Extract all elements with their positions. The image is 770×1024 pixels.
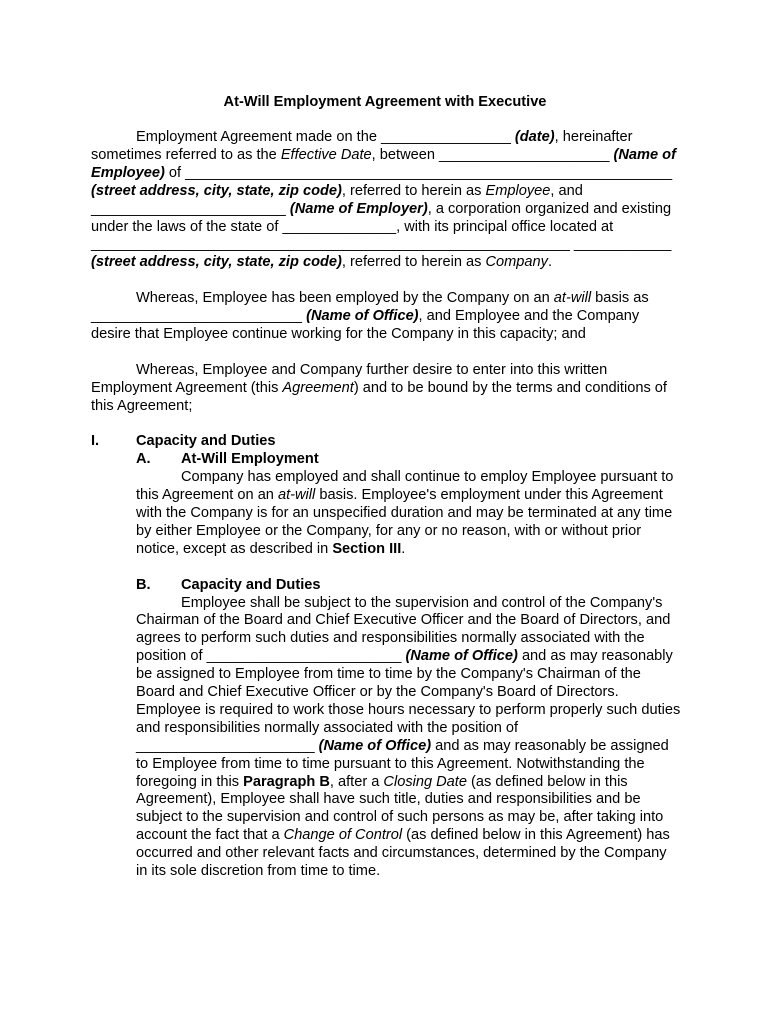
section-reference: Section III <box>332 540 402 557</box>
subsection-text: and as may reasonably be assigned to Employee from time to time pursuant to this Agreement. Notwithstanding the foregoing in this <box>136 737 669 790</box>
subsection-text: (as defined below in this Agreement), Employee shall have such title, duties and responsibilities and be subject to the supervision and control of such persons as may be, after taking into account the fact that a <box>136 773 664 844</box>
subsection-text: (as defined below in this Agreement) has occurred and other relevant facts and circumstances, determined by the Company in its sole discretion from time to time. <box>136 827 670 880</box>
company-term: Company <box>485 254 548 271</box>
employee-name-label: (Name of Employee) <box>91 146 676 181</box>
whereas-text: Whereas, Employee and Company further desire to enter into this written Employment Agreement (this <box>91 361 608 396</box>
section-number: I. <box>91 433 100 450</box>
at-will-term: at-will <box>277 487 316 504</box>
subsection-text: basis. Employee's employment under this Agreement with the Company is for an unspecified duration and may be terminated at any time by either Employee or the Company, for any or no reason, with or without prior notice, except as described in <box>136 487 673 557</box>
office-name-label: (Name of Office) <box>306 308 419 325</box>
subsection-text: and as may reasonably be assigned to Employee from time to time by the Company's Chairman of the Board and Chief Executive Officer or by the Company's Board of Directors. Employee is required to work those hours necessary to perform properly such duties and responsibilities normally associated with the position of ______________________ <box>136 648 681 754</box>
subsection-letter: A. <box>136 451 151 468</box>
whereas-text: basis as __________________________ <box>91 290 649 325</box>
employer-address-label: (street address, city, state, zip code) <box>91 254 342 271</box>
document-title: At-Will Employment Agreement with Executive <box>223 94 547 110</box>
employer-name-label: (Name of Employer) <box>289 200 428 217</box>
intro-text: , hereinafter sometimes referred to as the <box>91 129 633 163</box>
subsection-text: , after a <box>329 773 384 790</box>
whereas-text: , and Employee and the Company desire that Employee continue working for the Company in this capacity; and <box>91 308 640 342</box>
effective-date-term: Effective Date <box>280 146 372 163</box>
agreement-term: Agreement <box>282 379 354 396</box>
at-will-term: at-will <box>553 290 592 307</box>
section-title: Capacity and Duties <box>136 433 276 450</box>
section-heading <box>91 433 681 451</box>
closing-date-term: Closing Date <box>383 773 467 790</box>
intro-text: , a corporation organized and existing under the laws of the state of ______________, with its principal office located at ___________________________________________________________ ____________ <box>91 200 672 253</box>
subsection-letter: B. <box>136 576 151 593</box>
intro-paragraph <box>91 129 681 272</box>
office-name-label: (Name of Office) <box>318 737 432 754</box>
date-placeholder-label: (date) <box>514 129 555 145</box>
whereas-paragraph-2 <box>91 362 681 416</box>
document-body <box>91 129 681 899</box>
subsection-text: Company has employed and shall continue to employ Employee pursuant to this Agreement on an <box>136 469 674 504</box>
subsection-heading <box>136 577 681 595</box>
employee-term: Employee <box>485 182 551 199</box>
intro-text: of ____________________________________________________________ <box>164 164 673 181</box>
subsection-a <box>91 451 681 558</box>
subsection-text: . <box>401 540 406 557</box>
office-name-label: (Name of Office) <box>405 648 518 665</box>
subsection-title: At-Will Employment <box>181 451 319 468</box>
whereas-paragraph-1 <box>91 290 681 344</box>
intro-text: , referred to herein as <box>341 254 486 271</box>
subsection-a-body <box>136 469 681 559</box>
intro-text: , referred to herein as <box>341 182 486 199</box>
whereas-text: Whereas, Employee has been employed by the Company on an <box>136 290 554 307</box>
intro-text: Employment Agreement made on the ________________ <box>136 129 515 145</box>
change-of-control-term: Change of Control <box>283 827 403 844</box>
whereas-text: ) and to be bound by the terms and conditions of this Agreement; <box>91 379 667 414</box>
paragraph-reference: Paragraph B <box>243 773 330 790</box>
subsection-b <box>91 577 681 881</box>
intro-text: , between _____________________ <box>371 146 614 163</box>
employee-address-label: (street address, city, state, zip code) <box>91 182 342 199</box>
subsection-title: Capacity and Duties <box>181 576 321 593</box>
subsection-b-body <box>136 595 681 882</box>
subsection-heading <box>136 451 681 469</box>
intro-text: , and ________________________ <box>91 182 583 217</box>
intro-text: . <box>547 254 553 271</box>
subsection-text: Employee shall be subject to the supervision and control of the Company's Chairman of the Board and Chief Executive Officer and the Board of Directors, and agrees to perform such duties and responsibilities normally associated with the position of ________________________ <box>136 594 671 665</box>
